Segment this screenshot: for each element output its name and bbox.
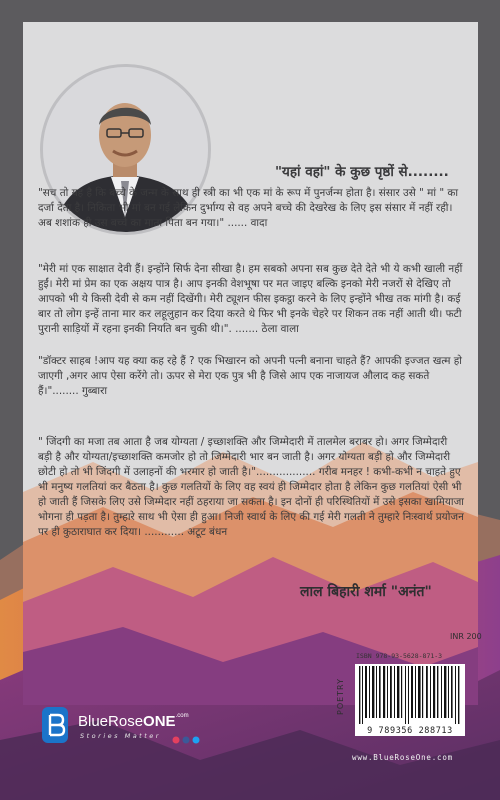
publisher-tagline: Stories Matter — [80, 732, 161, 740]
price-label: INR 200 — [450, 632, 482, 641]
bluerose-logo-icon — [40, 705, 72, 745]
social-icons — [172, 735, 202, 745]
isbn-digits: 9 789356 288713 — [355, 726, 465, 736]
excerpt-gareeb-atoot-bandhan: " जिंदगी का मजा तब आता है जब योग्यता / इच्छाशक्ति और जिम्मेदारी में तालमेल बराबर हो। अगर जिम्मेदारी बड़ी है और योग्यता/इच्छाशक्ति कमजोर हो तो जिम्मेदारी भार बन जाती है। अगर योग्यता बड़ी हो और जिम्मेदारी छोटी हो तो भी जिंदगी में उलाहनों की भरमार हो जाती है।".................. गरीब मनहर ! कभी-कभी न चाहते हुए भी मनुष्य गलतियां कर बैठता है। कुछ गलतियों के लिए वह स्वयं ही जिम्मेदार होता है लेकिन कुछ गलतियां ऐसी भी हो जाती हैं जिसके लिए उसे जिम्मेदार नहीं ठहराया जा सकता है। इन दोनों ही परिस्थितियों में उसे इसका खामियाजा भोगना ही पड़ता है। तुम्हारे साथ भी ऐसा ही हुआ। निजी स्वार्थ के लिए की गई मेरी गलती ने तुम्हारे निःस्वार्थ प्रयोजन पर ही कुठाराघात कर दिया। ............ अटूट बंधन — [38, 436, 464, 538]
excerpt-thela-wala: "मेरी मां एक साक्षात देवी हैं। इन्होंने सिर्फ देना सीखा है। हम सबको अपना सब कुछ देते देते भी ये कभी खाली नहीं हुईं। मेरी मां प्रेम का एक अक्षय पात्र है। आप इनकी वेशभूषा पर मत जाइए बल्कि इनको मेरी नजरों से देखिए तो आपको भी ये किसी देवी से कम नहीं दिखेंगी। मेरी ट्यूशन फीस इकट्ठा करने के लिए इन्होंने भीख तक मांगी है। कई बार तो लोग इन्हें ताना मार कर लहूलुहान कर दिया करते थे फिर भी इनके चेहरे पर शिकन तक नहीं आती थी। फटी पुरानी साड़ियों में रहना इनकी नियति बन चुकी थी।". ....... ठेला वाला — [38, 263, 463, 335]
excerpt-vaada: "सच तो यह है कि बच्चे के जन्म के साथ ही स्त्री का भी एक मां के रूप में पुनर्जन्म होता है। संसार उसे " मां " का दर्जा देता है। निकिता भी मां बन गई लेकिन दुर्भाग्य से वह अपने बच्चे की देखरेख के लिए इस संसार में नहीं रही। अब शशांक ही उस बच्चे का माता पिता बन गया।" ...... वादा — [38, 187, 459, 229]
publisher-name: BlueRoseONE$^{.com}$ — [78, 713, 189, 730]
twitter-icon — [193, 737, 200, 744]
publisher-logo — [40, 705, 190, 750]
genre-label: POETRY — [336, 678, 345, 715]
instagram-icon — [173, 737, 180, 744]
publisher-website[interactable]: www.BlueRoseOne.com — [352, 753, 453, 762]
excerpts-heading: "यहां वहां" के कुछ पृष्ठों से........ — [275, 164, 449, 180]
facebook-icon — [183, 737, 190, 744]
isbn-barcode — [355, 664, 465, 726]
excerpt-gubbara: "डॉक्टर साहब !आप यह क्या कह रहे हैं ? एक भिखारन को अपनी पत्नी बनाना चाहते हैं? आपकी इज्जत खत्म हो जाएगी ,अगर आप ऐसा करेंगे तो। ऊपर से मेरा एक पुत्र भी है जिसे आप एक नाजायज औलाद कह सकते हैं।"........ गुब्बारा — [38, 355, 462, 397]
isbn-label: ISBN 978-93-5628-871-3 — [356, 652, 443, 660]
author-name: लाल बिहारी शर्मा "अनंत" — [300, 584, 432, 600]
